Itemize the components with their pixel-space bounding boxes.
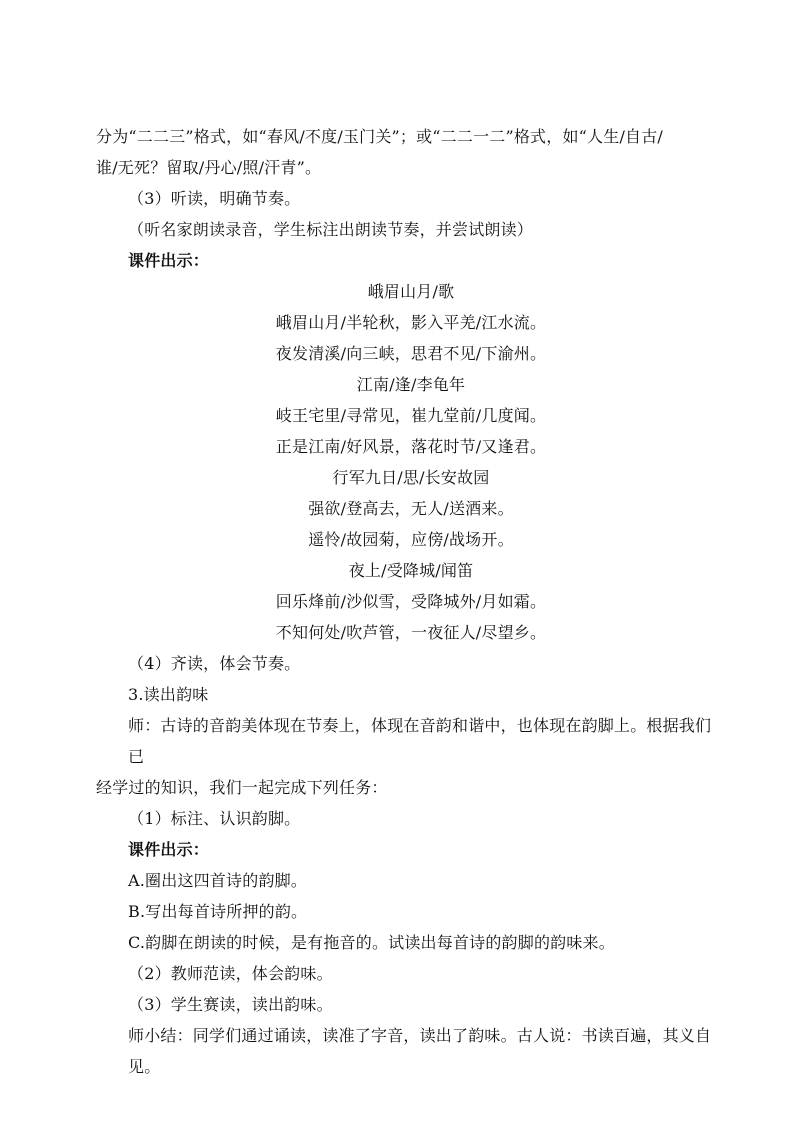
poem-line: 强欲/登高去，无人/送酒来。 [308,499,514,518]
step-3-note: （听名家朗读录音，学生标注出朗读节奏，并尝试朗读） [128,220,534,239]
intro-line-1: 分为“二二三”格式，如“春风/不度/玉门关”；或“二二一二”格式，如“人生/自古/ [96,127,664,146]
courseware-label: 课件出示： [128,251,210,270]
section-3-heading: 3.读出韵味 [128,685,209,704]
poem-title: 江南/逢/李龟年 [356,375,466,394]
item-a: A.圈出这四首诗的韵脚。 [128,871,308,890]
poem-line: 岐王宅里/寻常见，崔九堂前/几度闻。 [275,406,547,425]
step-4: （4）齐读，体会节奏。 [128,654,301,673]
summary: 师小结：同学们通过诵读，读准了字音，读出了韵味。古人说：书读百遍，其义自见。 [128,1026,712,1076]
poem-line: 不知何处/吹芦管，一夜征人/尽望乡。 [275,623,547,642]
poem-line: 遥怜/故园菊，应傍/战场开。 [308,530,514,549]
poem-title: 夜上/受降城/闻笛 [348,561,474,580]
item-b: B.写出每首诗所押的韵。 [128,902,308,921]
document-body [96,121,726,1082]
poem-line: 回乐烽前/沙似雪，受降城外/月如霜。 [275,592,547,611]
poem-line: 夜发清溪/向三峡，思君不见/下渝州。 [275,344,547,363]
teacher-line-2: 经学过的知识，我们一起完成下列任务： [96,778,388,797]
intro-line-2: 谁/无死？留取/丹心/照/汗青”。 [96,158,322,177]
item-c: C.韵脚在朗读的时候，是有拖音的。试读出每首诗的韵脚的韵味来。 [128,933,615,952]
poem-list [96,276,726,648]
task-3: （3）学生赛读，读出韵味。 [128,995,333,1014]
poem-title: 峨眉山月/歌 [367,282,455,301]
poem-title: 行军九日/思/长安故园 [332,468,490,487]
poem-line: 正是江南/好风景，落花时节/又逢君。 [275,437,547,456]
courseware-label: 课件出示： [128,840,210,859]
task-1: （1）标注、认识韵脚。 [128,809,301,828]
poem-line: 峨眉山月/半轮秋，影入平羌/江水流。 [275,313,547,332]
step-3-listen: （3）听读，明确节奏。 [128,189,301,208]
teacher-line-1: 师：古诗的音韵美体现在节奏上，体现在音韵和谐中，也体现在韵脚上。根据我们已 [128,716,712,766]
task-2: （2）教师范读，体会韵味。 [128,964,333,983]
